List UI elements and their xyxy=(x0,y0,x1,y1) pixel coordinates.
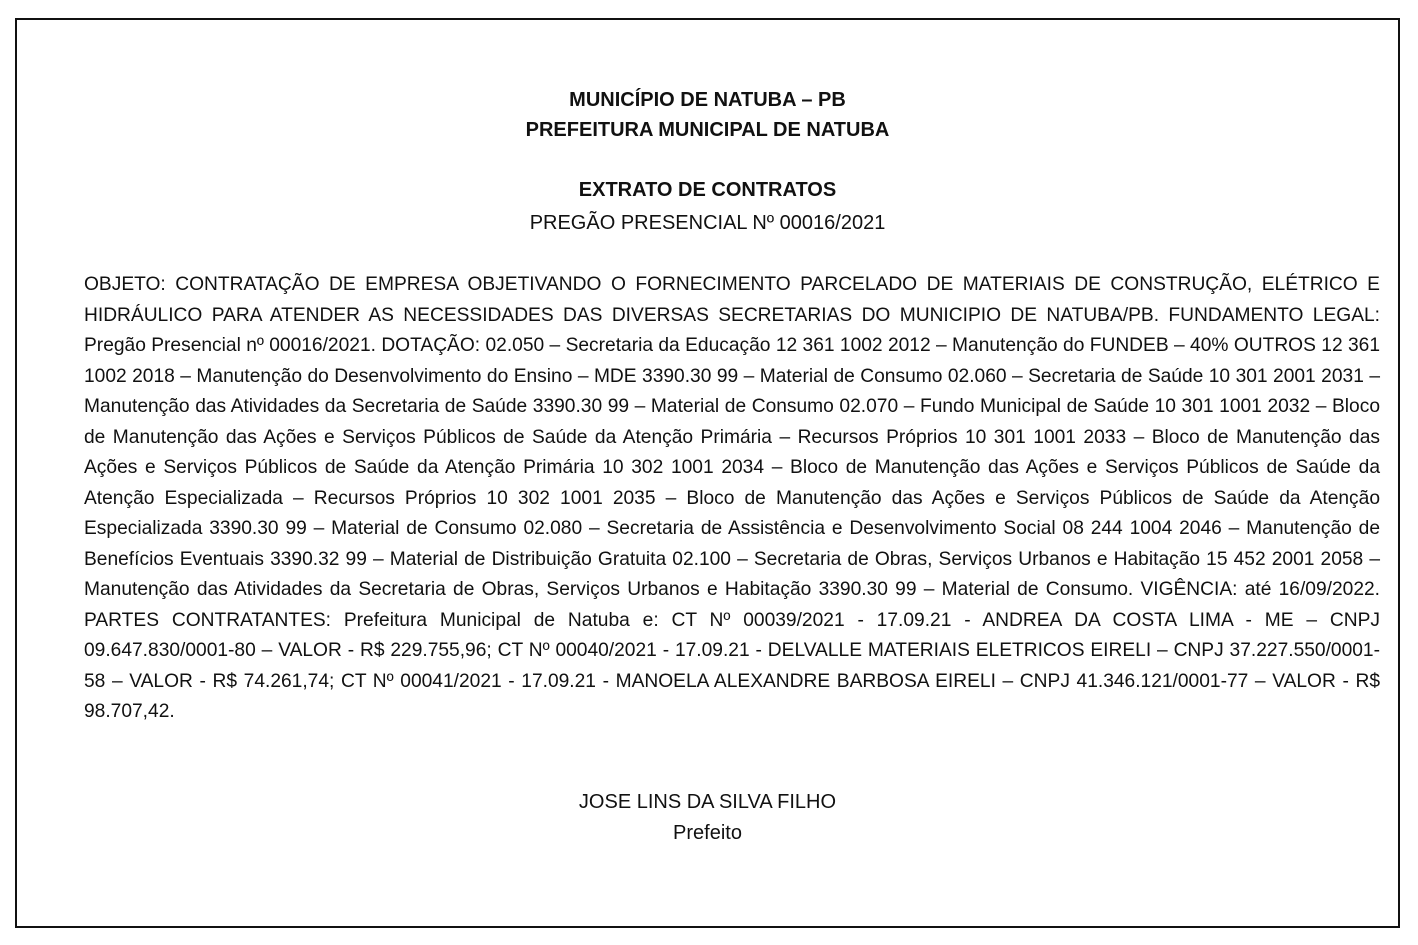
signatory-name: JOSE LINS DA SILVA FILHO xyxy=(578,791,837,813)
document-frame xyxy=(15,18,1400,928)
municipality-heading: MUNICÍPIO DE NATUBA – PB xyxy=(569,89,846,111)
document-title: EXTRATO DE CONTRATOS xyxy=(578,179,837,201)
prefecture-heading: PREFEITURA MUNICIPAL DE NATUBA xyxy=(525,119,890,141)
signatory-role: Prefeito xyxy=(673,822,742,844)
document-subtitle: PREGÃO PRESENCIAL Nº 00016/2021 xyxy=(529,212,886,234)
contract-extract-body: OBJETO: CONTRATAÇÃO DE EMPRESA OBJETIVANDO O FORNECIMENTO PARCELADO DE MATERIAIS DE CONSTRUÇÃO, ELÉTRICO E HIDRÁULICO PARA ATENDER AS NECESSIDADES DAS DIVERSAS SECRETARIAS DO MUNICIPIO DE NATUBA/PB. FUNDAMENTO LEGAL: Pregão Presencial nº 00016/2021. DOTAÇÃO: 02.050 – Secretaria da Educação 12 361 1002 2012 – Manutenção do FUNDEB – 40% OUTROS 12 361 1002 2018 – Manutenção do Desenvolvimento do Ensino – MDE 3390.30 99 – Material de Consumo 02.060 – Secretaria de Saúde 10 301 2001 2031 – Manutenção das Atividades da Secretaria de Saúde 3390.30 99 – Material de Consumo 02.070 – Fundo Municipal de Saúde 10 301 1001 2032 – Bloco de Manutenção das Ações e Serviços Públicos de Saúde da Atenção Primária – Recursos Próprios 10 301 1001 2033 – Bloco de Manutenção das Ações e Serviços Públicos de Saúde da Atenção Primária 10 302 1001 2034 – Bloco de Manutenção das Ações e Serviços Públicos de Saúde da Atenção Especializada – Recursos Próprios 10 302 1001 2035 – Bloco de Manutenção das Ações e Serviços Públicos de Saúde da Atenção Especializada 3390.30 99 – Material de Consumo 02.080 – Secretaria de Assistência e Desenvolvimento Social 08 244 1004 2046 – Manutenção de Benefícios Eventuais 3390.32 99 – Material de Distribuição Gratuita 02.100 – Secretaria de Obras, Serviços Urbanos e Habitação 15 452 2001 2058 – Manutenção das Atividades da Secretaria de Obras, Serviços Urbanos e Habitação 3390.30 99 – Material de Consumo. VIGÊNCIA: até 16/09/2022. PARTES CONTRATANTES: Prefeitura Municipal de Natuba e: CT Nº 00039/2021 - 17.09.21 - ANDREA DA COSTA LIMA - ME – CNPJ 09.647.830/0001-80 – VALOR - R$ 229.755,96; CT Nº 00040/2021 - 17.09.21 - DELVALLE MATERIAIS ELETRICOS EIRELI – CNPJ 37.227.550/0001-58 – VALOR - R$ 74.261,74; CT Nº 00041/2021 - 17.09.21 - MANOELA ALEXANDRE BARBOSA EIRELI – CNPJ 41.346.121/0001-77 – VALOR - R$ 98.707,42. xyxy=(84,274,1380,722)
